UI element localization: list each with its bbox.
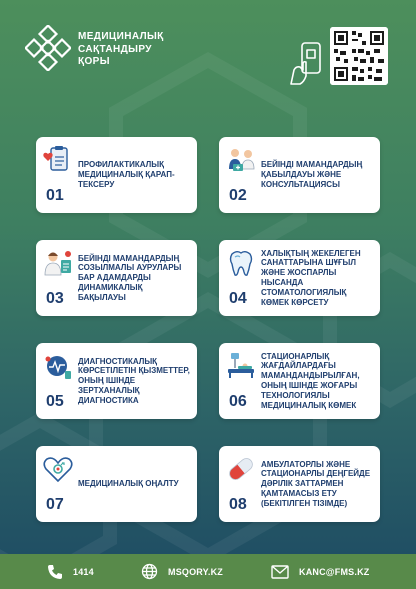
diagnostic-icon xyxy=(42,351,74,381)
service-card-number: 01 xyxy=(46,187,64,204)
website-link: MSQORY.KZ xyxy=(168,566,223,577)
service-card-number: 07 xyxy=(46,496,64,513)
service-card-01 xyxy=(36,137,197,213)
phone-number: 1414 xyxy=(73,566,94,577)
brand-line-2: САҚТАНДЫРУ xyxy=(78,43,152,55)
qr-code-icon[interactable] xyxy=(330,27,388,85)
service-card-text: АМБУЛАТОРЛЫ ЖӘНЕ СТАЦИОНАРЛЫ ДЕҢГЕЙДЕ ДӘРІЛІК ЗАТТАРМЕН ҚАМТАМАСЫЗ ЕТУ (БЕКІТІЛГЕН ТІЗІМДЕ) xyxy=(261,459,371,508)
service-card-06 xyxy=(219,343,380,419)
clipboard-heart-icon xyxy=(42,145,74,175)
mail-icon xyxy=(271,565,289,579)
service-card-08 xyxy=(219,446,380,522)
service-card-text: ДИАГНОСТИКАЛЫҚ КӨРСЕТІЛЕТІН ҚЫЗМЕТТЕР, ОНЫҢ ІШІНДЕ ЗЕРТХАНАЛЫҚ ДИАГНОСТИКА xyxy=(78,356,190,405)
footer-email[interactable] xyxy=(271,554,369,589)
footer-phone[interactable] xyxy=(47,554,94,589)
service-card-number: 02 xyxy=(229,187,247,204)
doctor-patient-icon xyxy=(42,248,74,278)
brand-line-3: ҚОРЫ xyxy=(78,56,110,67)
phone-icon xyxy=(47,564,63,580)
service-card-text: БЕЙІНДІ МАМАНДАРДЫҢ СОЗЫЛМАЛЫ АУРУЛАРЫ БАР АДАМДАРДЫ ДИНАМИКАЛЫҚ БАҚЫЛАУЫ xyxy=(78,253,182,302)
footer-website[interactable] xyxy=(141,554,223,589)
contact-footer xyxy=(0,554,416,589)
service-card-text: ХАЛЫҚТЫҢ ЖЕКЕЛЕГЕН САНАТТАРЫНА ШҰҒЫЛ ЖӘНЕ ЖОСПАРЛЫ НЫСАНДА СТОМАТОЛОГИЯЛЫҚ КӨМЕК КӨРСЕТУ xyxy=(261,248,361,307)
pill-icon xyxy=(225,454,257,484)
rehabilitation-heart-icon xyxy=(42,454,74,484)
service-card-text: СТАЦИОНАРЛЫҚ ЖАҒДАЙЛАРДАҒЫ МАМАНДАНДЫРЫЛҒАН, ОНЫҢ ІШІНДЕ ЖОҒАРЫ ТЕХНОЛОГИЯЛЫ МЕДИЦИНАЛЫҚ КӨМЕК xyxy=(261,351,360,410)
service-card-07 xyxy=(36,446,197,522)
phone-scan-icon xyxy=(288,40,326,86)
tooth-icon xyxy=(225,248,257,278)
globe-icon xyxy=(141,563,158,580)
brand-line-1: МЕДИЦИНАЛЫҚ xyxy=(78,31,164,42)
service-card-number: 06 xyxy=(229,393,247,410)
brand-name xyxy=(78,31,164,69)
service-card-text: ПРОФИЛАКТИКАЛЫҚ МЕДИЦИНАЛЫҚ ҚАРАП- ТЕКСЕРУ xyxy=(78,160,175,189)
service-card-number: 04 xyxy=(229,290,247,307)
service-card-number: 03 xyxy=(46,290,64,307)
service-card-03 xyxy=(36,240,197,316)
service-card-text: МЕДИЦИНАЛЫҚ ОҢАЛТУ xyxy=(78,479,179,489)
service-card-02 xyxy=(219,137,380,213)
flower-logo-icon xyxy=(25,25,71,71)
service-card-05 xyxy=(36,343,197,419)
service-card-number: 05 xyxy=(46,393,64,410)
service-card-04 xyxy=(219,240,380,316)
email-address: KANC@FMS.KZ xyxy=(299,566,370,577)
hospital-bed-icon xyxy=(225,351,257,381)
service-card-number: 08 xyxy=(229,496,247,513)
doctor-consultation-icon xyxy=(225,145,257,175)
service-card-text: БЕЙІНДІ МАМАНДАРДЫҢ ҚАБЫЛДАУЫ ЖӘНЕ КОНСУЛЬТАЦИЯСЫ xyxy=(261,160,363,189)
